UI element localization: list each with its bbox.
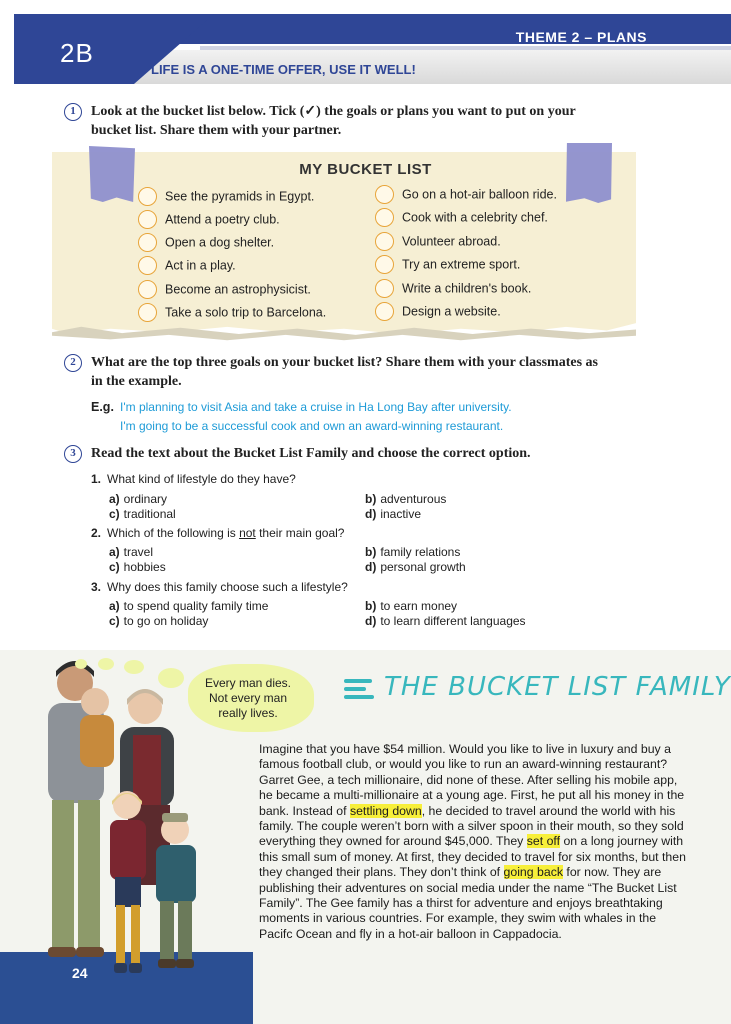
exercise-2-instruction-line1: What are the top three goals on your bucket list? Share them with your classmates as [91,355,598,370]
exercise-2-instruction-line2: in the example. [91,374,182,389]
bucket-item[interactable]: Act in a play. [138,255,236,275]
highlight-set-off: set off [526,834,561,849]
option[interactable]: b) to earn money [365,599,458,613]
page-number: 24 [72,965,88,981]
bucket-item[interactable]: Take a solo trip to Barcelona. [138,302,326,322]
question-1: 1. What kind of lifestyle do they have? [91,472,296,486]
bubble-dot [98,658,114,670]
bucket-item[interactable]: See the pyramids in Egypt. [138,186,314,206]
exercise-1-number: 1 [64,103,82,121]
example-label: E.g. [91,400,114,414]
exercise-1-instruction-line2: bucket list. Share them with your partner. [91,123,342,138]
option[interactable]: a) to spend quality family time [109,599,269,613]
bucket-item[interactable]: Go on a hot-air balloon ride. [375,184,557,204]
bucket-item[interactable]: Volunteer abroad. [375,231,501,251]
example-sentence-1: I'm planning to visit Asia and take a cruise in Ha Long Bay after university. [120,400,512,414]
example-sentence-2: I'm going to be a successful cook and own an award-winning restaurant. [120,419,504,433]
checkbox-circle[interactable] [138,280,157,299]
bucket-item[interactable]: Attend a poetry club. [138,209,280,229]
checkbox-circle[interactable] [375,208,394,227]
checkbox-circle[interactable] [375,185,394,204]
bucket-item[interactable]: Design a website. [375,301,501,321]
highlight-settling-down: settling down [349,803,422,818]
speed-line [344,687,366,691]
option[interactable]: d) personal growth [365,560,466,574]
checkbox-circle[interactable] [375,255,394,274]
bubble-dot [124,660,144,674]
exercise-2-number: 2 [64,354,82,372]
checkbox-circle[interactable] [138,303,157,322]
option[interactable]: a) travel [109,545,154,559]
unit-code: 2B [60,38,94,68]
option[interactable]: b) adventurous [365,492,447,506]
question-3: 3. Why does this family choose such a lifestyle? [91,580,348,594]
exercise-3-number: 3 [64,445,82,463]
option[interactable]: d) inactive [365,507,422,521]
bucket-item[interactable]: Become an astrophysicist. [138,279,311,299]
bucket-list-title: MY BUCKET LIST [299,161,432,178]
highlight-going-back: going back [503,865,563,880]
checkbox-circle[interactable] [138,233,157,252]
bucket-item[interactable]: Try an extreme sport. [375,254,520,274]
checkbox-circle[interactable] [375,279,394,298]
option[interactable]: b) family relations [365,545,461,559]
checkbox-circle[interactable] [138,210,157,229]
exercise-1-instruction-line1: Look at the bucket list below. Tick (✓) the goals or plans you want to put on your [91,104,576,119]
quote-text: Every man dies. Not every man really lives. [204,676,292,720]
lesson-subtitle: LIFE IS A ONE-TIME OFFER, USE IT WELL! [151,62,416,77]
bubble-dot [75,659,87,669]
bucket-item[interactable]: Open a dog shelter. [138,232,274,252]
speed-line [344,695,374,699]
checkbox-circle[interactable] [138,187,157,206]
bucket-item[interactable]: Write a children's book. [375,278,531,298]
bucket-item[interactable]: Cook with a celebrity chef. [375,207,548,227]
option[interactable]: d) to learn different languages [365,614,526,628]
article-text: Imagine that you have $54 million. Would you like to live in luxury and buy a famous football club, or would you like to run an award-winning restaurant? Garret Gee, a tech millionaire, did none of these. After selling his mobile app, he became a multi-millionaire at a young age. First, he put all his money in the bank. Instead of settling down, he decided to travel around the world with his family. The couple weren’t born with a silver spoon in their mouth, so they sold everything they owned for around $45,000. They set off on a long journey with this small sum of money. At first, they decided to travel for six months, but then they changed their plans. They don’t think of going back for now. They are publishing their adventures on social media under the name “The Bucket List Family”. The Gee family has a thirst for adventure and enjoys breathtaking moments in various countries. For example, they swim with whales in the Pacifc Ocean and fly in a hot-air balloon in Cappadocia. [259,742,686,941]
checkbox-circle[interactable] [375,302,394,321]
theme-title: THEME 2 – PLANS [515,29,647,45]
option[interactable]: a) ordinary [109,492,168,506]
article-title: THE BUCKET LIST FAMILY [384,672,731,702]
option[interactable]: c) hobbies [109,560,166,574]
option[interactable]: c) to go on holiday [109,614,209,628]
checkbox-circle[interactable] [138,256,157,275]
checkbox-circle[interactable] [375,232,394,251]
speed-line [344,679,372,683]
option[interactable]: c) traditional [109,507,176,521]
exercise-3-instruction: Read the text about the Bucket List Family and choose the correct option. [91,446,531,461]
question-2: 2. Which of the following is not their main goal? [91,526,345,540]
header-line [200,46,731,50]
bubble-dot [158,668,184,688]
